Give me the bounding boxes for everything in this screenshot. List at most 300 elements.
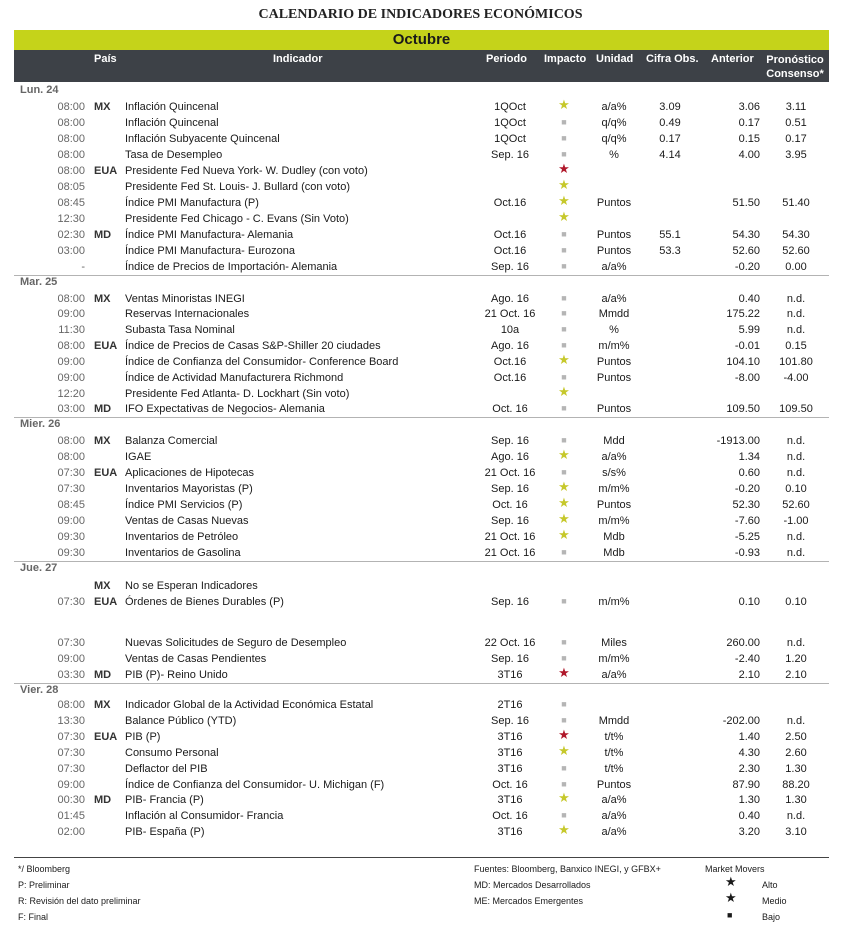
anterior-cell: -0.01 <box>734 340 760 352</box>
unit-cell: Mmdd <box>598 715 630 727</box>
time-cell: 00:30 <box>57 794 85 806</box>
pronostico-cell: 0.51 <box>785 117 807 129</box>
day-label: Mar. 25 <box>20 276 58 288</box>
unit-cell: a/a% <box>601 261 627 273</box>
indicator-cell: IGAE <box>125 451 152 463</box>
day-separator <box>14 275 829 276</box>
pronostico-cell: 0.10 <box>785 596 807 608</box>
impact-square-icon: ■ <box>561 547 567 557</box>
indicator-cell: PIB- España (P) <box>125 826 205 838</box>
pronostico-cell: -1.00 <box>783 515 809 527</box>
unit-cell: t/t% <box>604 747 624 759</box>
unit-cell: Puntos <box>596 779 632 791</box>
period-cell: Oct. 16 <box>492 403 528 415</box>
pronostico-cell: n.d. <box>786 715 806 727</box>
time-cell: 08:45 <box>57 197 85 209</box>
period-cell: 3T16 <box>497 794 523 806</box>
header-pais: País <box>94 53 117 65</box>
header-cifra: Cifra Obs. <box>646 53 699 65</box>
table-row <box>0 292 841 308</box>
time-cell: 09:00 <box>57 653 85 665</box>
anterior-cell: 175.22 <box>726 308 760 320</box>
indicator-cell: Inflación al Consumidor- Francia <box>125 810 284 822</box>
time-cell: 02:30 <box>57 229 85 241</box>
pronostico-cell: 0.10 <box>785 483 807 495</box>
impact-star-icon: ★ <box>558 177 570 192</box>
indicator-cell: Inventarios de Petróleo <box>125 531 239 543</box>
table-row <box>0 148 841 164</box>
pronostico-cell: 3.95 <box>785 149 807 161</box>
period-cell: Oct. 16 <box>492 499 528 511</box>
country-cell: MD <box>94 794 112 806</box>
indicator-cell: Aplicaciones de Hipotecas <box>125 467 255 479</box>
indicator-cell: Índice de Confianza del Consumidor- U. Michigan (F) <box>125 779 385 791</box>
period-cell: Sep. 16 <box>491 596 529 608</box>
impact-star-icon: ★ <box>558 161 570 176</box>
period-cell: 21 Oct. 16 <box>484 467 536 479</box>
period-cell: Ago. 16 <box>491 451 529 463</box>
pronostico-cell: 52.60 <box>782 245 810 257</box>
unit-cell: Mmdd <box>598 308 630 320</box>
pronostico-cell: 3.10 <box>785 826 807 838</box>
impact-square-icon: ■ <box>561 245 567 255</box>
impact-square-icon: ■ <box>561 653 567 663</box>
anterior-cell: 52.60 <box>732 245 760 257</box>
unit-cell: a/a% <box>601 810 627 822</box>
table-row <box>0 384 841 403</box>
indicator-cell: Presidente Fed St. Louis- J. Bullard (con voto) <box>125 181 350 193</box>
pronostico-cell: n.d. <box>786 637 806 649</box>
time-cell: 09:00 <box>57 515 85 527</box>
unit-cell: Mdd <box>603 435 625 447</box>
country-cell: MX <box>94 699 111 711</box>
indicator-cell: Balanza Comercial <box>125 435 218 447</box>
time-cell: 07:30 <box>57 637 85 649</box>
period-cell: 3T16 <box>497 747 523 759</box>
footnote-preliminar: P: Preliminar <box>18 880 70 890</box>
time-cell: - <box>81 261 85 273</box>
indicator-cell: IFO Expectativas de Negocios- Alemania <box>125 403 325 415</box>
pronostico-cell: 0.00 <box>785 261 807 273</box>
pronostico-cell: 101.80 <box>779 356 813 368</box>
time-cell: 02:00 <box>57 826 85 838</box>
table-row <box>0 209 841 228</box>
time-cell: 07:30 <box>57 731 85 743</box>
cifra-cell: 4.14 <box>659 149 681 161</box>
unit-cell: a/a% <box>601 451 627 463</box>
indicator-cell: Índice PMI Manufactura- Alemania <box>125 229 294 241</box>
indicator-cell: Inflación Quincenal <box>125 117 219 129</box>
anterior-cell: -0.20 <box>734 261 760 273</box>
unit-cell: t/t% <box>604 763 624 775</box>
time-cell: 09:00 <box>57 356 85 368</box>
header-periodo: Periodo <box>486 53 527 65</box>
indicator-cell: Inventarios Mayoristas (P) <box>125 483 253 495</box>
anterior-cell: 2.10 <box>738 669 760 681</box>
unit-cell: m/m% <box>598 340 630 352</box>
period-cell: Sep. 16 <box>491 653 529 665</box>
anterior-cell: 87.90 <box>732 779 760 791</box>
impact-square-icon: ■ <box>561 810 567 820</box>
time-cell: 07:30 <box>57 483 85 495</box>
unit-cell: a/a% <box>601 669 627 681</box>
time-cell: 08:00 <box>57 149 85 161</box>
time-cell: 09:30 <box>57 547 85 559</box>
day-separator <box>14 561 829 562</box>
indicator-cell: Presidente Fed Atlanta- D. Lockhart (Sin voto) <box>125 388 350 400</box>
impact-star-icon: ★ <box>558 97 570 112</box>
time-cell: 12:20 <box>57 388 85 400</box>
impact-star-icon: ★ <box>558 384 570 399</box>
impact-star-icon: ★ <box>558 495 570 510</box>
table-row <box>0 714 841 730</box>
pronostico-cell: n.d. <box>786 547 806 559</box>
footer-divider <box>14 857 829 858</box>
impact-square-icon: ■ <box>561 229 567 239</box>
table-row <box>0 665 841 684</box>
legend-bajo-label: Bajo <box>762 912 781 922</box>
month-banner: Octubre <box>14 30 829 50</box>
anterior-cell: 3.06 <box>738 101 760 113</box>
legend-medio-icon: ★ <box>725 890 737 905</box>
table-row <box>0 636 841 652</box>
period-cell: Ago. 16 <box>491 293 529 305</box>
unit-cell: Puntos <box>596 197 632 209</box>
pronostico-cell: 1.30 <box>785 763 807 775</box>
table-row <box>0 479 841 498</box>
indicator-cell: Índice PMI Servicios (P) <box>125 499 243 511</box>
anterior-cell: 0.17 <box>738 117 760 129</box>
indicator-cell: Índice de Confianza del Consumidor- Conference Board <box>125 356 399 368</box>
table-row <box>0 743 841 762</box>
anterior-cell: -202.00 <box>722 715 760 727</box>
impact-square-icon: ■ <box>561 699 567 709</box>
pronostico-cell: n.d. <box>786 467 806 479</box>
time-cell: 07:30 <box>57 763 85 775</box>
indicator-cell: Inflación Subyacente Quincenal <box>125 133 280 145</box>
table-row <box>0 402 841 418</box>
period-cell: Oct. 16 <box>492 810 528 822</box>
header-impacto: Impacto <box>544 53 587 65</box>
day-label: Lun. 24 <box>20 84 59 96</box>
period-cell: Oct.16 <box>493 356 527 368</box>
indicator-cell: Índice de Precios de Casas S&P-Shiller 20 ciudades <box>125 340 381 352</box>
period-cell: Oct.16 <box>493 372 527 384</box>
period-cell: Sep. 16 <box>491 483 529 495</box>
unit-cell: % <box>609 324 619 336</box>
anterior-cell: -1913.00 <box>716 435 760 447</box>
anterior-cell: 52.30 <box>732 499 760 511</box>
table-header <box>14 50 829 82</box>
footnote-bloomberg: */ Bloomberg <box>18 864 71 874</box>
anterior-cell: 1.40 <box>738 731 760 743</box>
time-cell: 08:00 <box>57 165 85 177</box>
pronostico-cell: 0.17 <box>785 133 807 145</box>
header-indicador: Indicador <box>273 53 323 65</box>
indicator-cell: Inflación Quincenal <box>125 101 219 113</box>
indicator-cell: Subasta Tasa Nominal <box>125 324 235 336</box>
anterior-cell: -2.40 <box>734 653 760 665</box>
time-cell: 07:30 <box>57 467 85 479</box>
table-row <box>0 698 841 714</box>
time-cell: 08:00 <box>57 435 85 447</box>
header-pronostico-line1: Pronóstico <box>766 54 824 66</box>
pronostico-cell: 88.20 <box>782 779 810 791</box>
day-label: Mier. 26 <box>20 418 61 430</box>
table-row <box>0 809 841 825</box>
pronostico-cell: n.d. <box>786 435 806 447</box>
anterior-cell: -8.00 <box>734 372 760 384</box>
period-cell: 21 Oct. 16 <box>484 547 536 559</box>
indicator-cell: Balance Público (YTD) <box>125 715 237 727</box>
cifra-cell: 53.3 <box>659 245 681 257</box>
time-cell: 01:45 <box>57 810 85 822</box>
pronostico-cell: 2.60 <box>785 747 807 759</box>
time-cell: 09:30 <box>57 531 85 543</box>
impact-square-icon: ■ <box>561 467 567 477</box>
period-cell: Sep. 16 <box>491 149 529 161</box>
period-cell: 3T16 <box>497 669 523 681</box>
unit-cell: t/t% <box>604 731 624 743</box>
country-cell: MX <box>94 435 111 447</box>
period-cell: 21 Oct. 16 <box>484 308 536 320</box>
anterior-cell: -7.60 <box>734 515 760 527</box>
impact-square-icon: ■ <box>561 637 567 647</box>
table-row <box>0 193 841 212</box>
country-cell: MD <box>94 229 112 241</box>
pronostico-cell: -4.00 <box>783 372 809 384</box>
impact-square-icon: ■ <box>561 308 567 318</box>
impact-square-icon: ■ <box>561 261 567 271</box>
indicator-cell: Presidente Fed Chicago - C. Evans (Sin Voto) <box>125 213 349 225</box>
country-cell: EUA <box>94 340 118 352</box>
period-cell: 10a <box>500 324 520 336</box>
anterior-cell: -0.93 <box>734 547 760 559</box>
time-cell: 09:00 <box>57 308 85 320</box>
table-row <box>0 495 841 514</box>
time-cell: 07:30 <box>57 596 85 608</box>
impact-star-icon: ★ <box>558 665 570 680</box>
indicator-cell: Nuevas Solicitudes de Seguro de Desempleo <box>125 637 347 649</box>
impact-square-icon: ■ <box>561 763 567 773</box>
legend-alto-icon: ★ <box>725 874 737 889</box>
table-row <box>0 579 841 595</box>
impact-star-icon: ★ <box>558 790 570 805</box>
pronostico-cell: n.d. <box>786 308 806 320</box>
cifra-cell: 0.17 <box>659 133 681 145</box>
table-row <box>0 727 841 746</box>
time-cell: 08:00 <box>57 133 85 145</box>
day-label: Jue. 27 <box>20 562 58 574</box>
impact-star-icon: ★ <box>558 209 570 224</box>
period-cell: 3T16 <box>497 763 523 775</box>
unit-cell: % <box>609 149 619 161</box>
time-cell: 08:45 <box>57 499 85 511</box>
unit-cell: Puntos <box>596 356 632 368</box>
indicator-cell: Ventas de Casas Nuevas <box>125 515 249 527</box>
unit-cell: Miles <box>601 637 627 649</box>
legend-title: Market Movers <box>705 864 765 874</box>
impact-star-icon: ★ <box>558 511 570 526</box>
pronostico-cell: n.d. <box>786 324 806 336</box>
unit-cell: s/s% <box>602 467 626 479</box>
pronostico-cell: 3.11 <box>785 101 807 113</box>
table-row <box>0 307 841 323</box>
table-row <box>0 595 841 611</box>
impact-square-icon: ■ <box>561 403 567 413</box>
unit-cell: m/m% <box>598 515 630 527</box>
period-cell: Oct.16 <box>493 229 527 241</box>
pronostico-cell: n.d. <box>786 531 806 543</box>
anterior-cell: 5.99 <box>738 324 760 336</box>
pronostico-cell: 0.15 <box>785 340 807 352</box>
indicator-cell: Índice de Precios de Importación- Alemania <box>125 261 338 273</box>
table-row <box>0 434 841 450</box>
time-cell: 03:00 <box>57 245 85 257</box>
impact-square-icon: ■ <box>561 133 567 143</box>
table-row <box>0 228 841 244</box>
time-cell: 08:00 <box>57 699 85 711</box>
anterior-cell: 104.10 <box>726 356 760 368</box>
unit-cell: Puntos <box>596 403 632 415</box>
anterior-cell: 109.50 <box>726 403 760 415</box>
legend-bajo-icon: ■ <box>727 910 733 920</box>
time-cell: 08:00 <box>57 293 85 305</box>
table-row <box>0 527 841 546</box>
pronostico-cell: 109.50 <box>779 403 813 415</box>
time-cell: 07:30 <box>57 747 85 759</box>
unit-cell: a/a% <box>601 826 627 838</box>
time-cell: 08:00 <box>57 117 85 129</box>
cifra-cell: 0.49 <box>659 117 681 129</box>
country-cell: MX <box>94 101 111 113</box>
table-row <box>0 511 841 530</box>
anterior-cell: 1.30 <box>738 794 760 806</box>
table-row <box>0 371 841 387</box>
country-cell: EUA <box>94 165 118 177</box>
impact-star-icon: ★ <box>558 743 570 758</box>
period-cell: Sep. 16 <box>491 515 529 527</box>
indicator-cell: Reservas Internacionales <box>125 308 250 320</box>
time-cell: 11:30 <box>58 324 85 336</box>
indicator-cell: Índice de Actividad Manufacturera Richmond <box>125 372 344 384</box>
impact-star-icon: ★ <box>558 822 570 837</box>
period-cell: 1QOct <box>494 101 526 113</box>
indicator-cell: Órdenes de Bienes Durables (P) <box>125 596 284 608</box>
time-cell: 08:05 <box>57 181 85 193</box>
table-row <box>0 244 841 260</box>
unit-cell: a/a% <box>601 101 627 113</box>
unit-cell: Mdb <box>603 547 625 559</box>
anterior-cell: -5.25 <box>734 531 760 543</box>
unit-cell: q/q% <box>601 133 627 145</box>
period-cell: 22 Oct. 16 <box>484 637 536 649</box>
indicator-cell: Tasa de Desempleo <box>125 149 223 161</box>
pronostico-cell: 1.20 <box>785 653 807 665</box>
period-cell: Oct. 16 <box>492 779 528 791</box>
table-row <box>0 778 841 794</box>
impact-square-icon: ■ <box>561 149 567 159</box>
period-cell: Ago. 16 <box>491 340 529 352</box>
anterior-cell: 2.30 <box>738 763 760 775</box>
footnote-md: MD: Mercados Desarrollados <box>474 880 591 890</box>
period-cell: Oct.16 <box>493 245 527 257</box>
impact-square-icon: ■ <box>561 435 567 445</box>
country-cell: EUA <box>94 731 118 743</box>
table-row <box>0 447 841 466</box>
footnote-me: ME: Mercados Emergentes <box>474 896 584 906</box>
anterior-cell: 51.50 <box>732 197 760 209</box>
indicator-cell: PIB- Francia (P) <box>125 794 204 806</box>
day-label: Vier. 28 <box>20 684 59 696</box>
period-cell: 2T16 <box>497 699 523 711</box>
table-row <box>0 352 841 371</box>
table-row <box>0 116 841 132</box>
anterior-cell: 4.00 <box>738 149 760 161</box>
period-cell: Oct.16 <box>493 197 527 209</box>
impact-star-icon: ★ <box>558 727 570 742</box>
legend-alto-label: Alto <box>762 880 778 890</box>
time-cell: 08:00 <box>57 451 85 463</box>
pronostico-cell: n.d. <box>786 810 806 822</box>
table-row <box>0 822 841 841</box>
footnote-final: F: Final <box>18 912 49 922</box>
unit-cell: m/m% <box>598 596 630 608</box>
indicator-cell: Consumo Personal <box>125 747 219 759</box>
pronostico-cell: n.d. <box>786 293 806 305</box>
table-row <box>0 97 841 116</box>
time-cell: 03:00 <box>57 403 85 415</box>
unit-cell: Puntos <box>596 229 632 241</box>
unit-cell: a/a% <box>601 293 627 305</box>
country-cell: EUA <box>94 596 118 608</box>
impact-square-icon: ■ <box>561 324 567 334</box>
anterior-cell: 0.15 <box>738 133 760 145</box>
impact-square-icon: ■ <box>561 117 567 127</box>
indicator-cell: Inventarios de Gasolina <box>125 547 241 559</box>
table-row <box>0 466 841 482</box>
indicator-cell: PIB (P) <box>125 731 161 743</box>
period-cell: 21 Oct. 16 <box>484 531 536 543</box>
unit-cell: m/m% <box>598 483 630 495</box>
period-cell: Sep. 16 <box>491 435 529 447</box>
impact-star-icon: ★ <box>558 447 570 462</box>
indicator-cell: Deflactor del PIB <box>125 763 208 775</box>
time-cell: 09:00 <box>57 779 85 791</box>
time-cell: 09:00 <box>57 372 85 384</box>
unit-cell: q/q% <box>601 117 627 129</box>
table-row <box>0 323 841 339</box>
indicator-cell: PIB (P)- Reino Unido <box>125 669 228 681</box>
anterior-cell: 4.30 <box>738 747 760 759</box>
anterior-cell: 0.10 <box>738 596 760 608</box>
indicator-cell: Indicador Global de la Actividad Económica Estatal <box>125 699 374 711</box>
indicator-cell: Índice PMI Manufactura (P) <box>125 197 259 209</box>
impact-star-icon: ★ <box>558 479 570 494</box>
page-title: CALENDARIO DE INDICADORES ECONÓMICOS <box>258 7 583 22</box>
anterior-cell: 1.34 <box>738 451 760 463</box>
period-cell: 3T16 <box>497 731 523 743</box>
period-cell: 1QOct <box>494 133 526 145</box>
unit-cell: Puntos <box>596 499 632 511</box>
table-row <box>0 161 841 180</box>
pronostico-cell: 2.10 <box>785 669 807 681</box>
pronostico-cell: 54.30 <box>782 229 810 241</box>
impact-star-icon: ★ <box>558 352 570 367</box>
table-row <box>0 790 841 809</box>
period-cell: Sep. 16 <box>491 715 529 727</box>
pronostico-cell: n.d. <box>786 451 806 463</box>
